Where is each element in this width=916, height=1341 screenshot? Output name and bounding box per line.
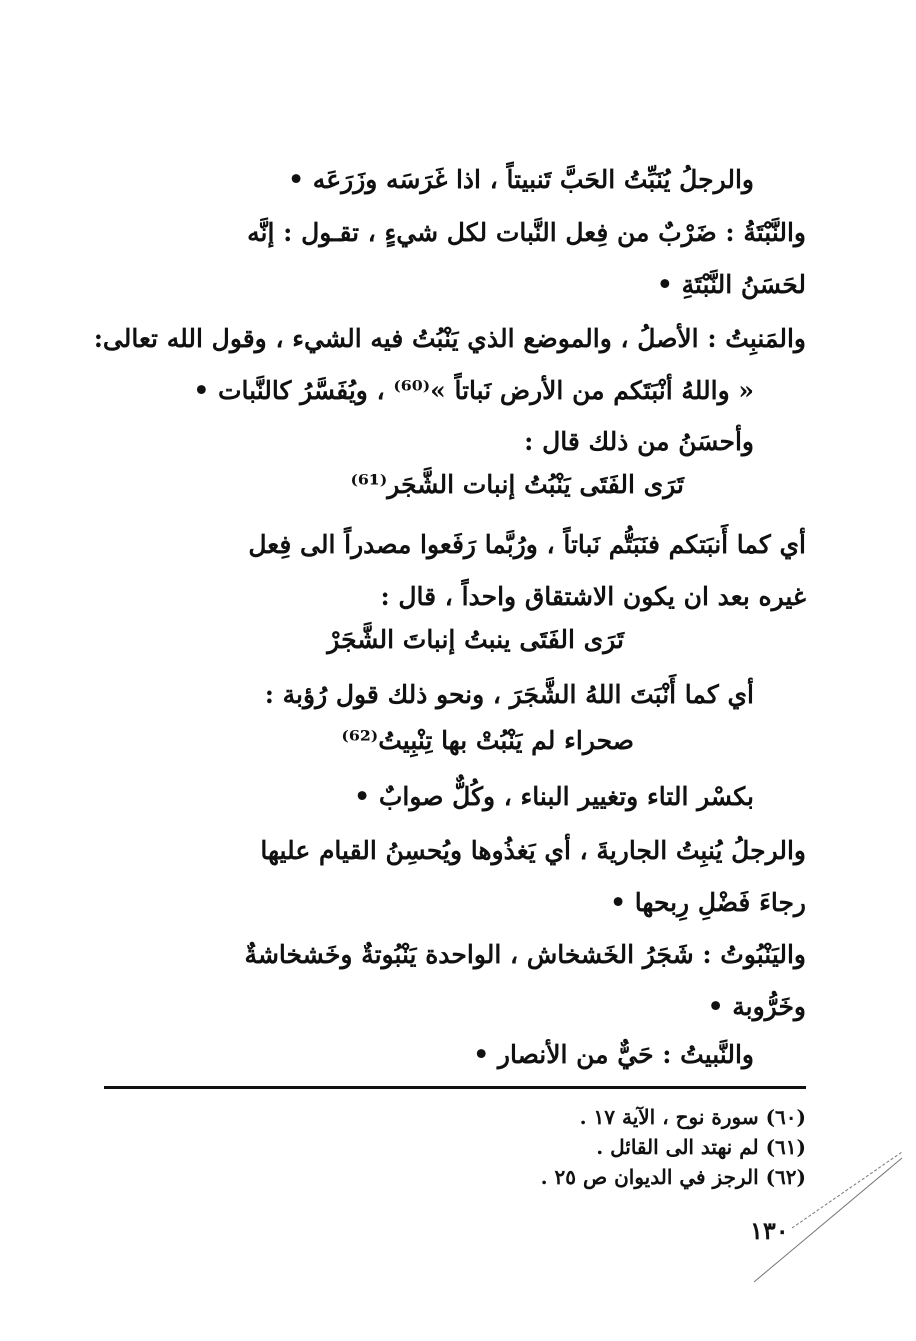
poem-line-3: صحراء لم يَنْبُتْ بها تِنْبِيتُ⁽⁶²⁾ (341, 726, 634, 755)
text-line-1: والرجلُ يُنَبِّتُ الحَبَّ تَنبيتاً ، اذا غَرَسَه وزَرَعَه • (288, 165, 754, 194)
poem-line-1: تَرَى الفَتَى يَنْبُتُ إنبات الشَّجَر⁽⁶¹⁾ (350, 470, 684, 499)
footnote-62: (٦٢) الرجز في الديوان ص ٢٥ . (540, 1165, 806, 1189)
page-number: ١٣٠ (750, 1216, 789, 1245)
text-line-2: والنَّبْتَةُ : ضَرْبٌ من فِعل النَّبات لكل شيءٍ ، تقـول : إنَّه (247, 218, 806, 247)
footnote-60: (٦٠) سورة نوح ، الآية ١٧ . (579, 1105, 806, 1129)
text-line-16: واليَنْبُوتُ : شَجَرُ الخَشخاش ، الواحدة يَنْبُوتةٌ وخَشخاشةٌ (244, 940, 806, 969)
text-line-11: أي كما أَنْبَتَ اللهُ الشَّجَرَ ، ونحو ذلك قول رُؤبة : (264, 680, 754, 709)
scan-mark-line (752, 1150, 907, 1285)
text-line-13: بكسْر التاء وتغيير البناء ، وكُلٌّ صوابٌ • (354, 782, 754, 811)
text-line-14: والرجلُ يُنبِتُ الجاريةَ ، أي يَغذُوها ويُحسِنُ القيام عليها (260, 836, 806, 865)
verse-line-quran: « واللهُ أنْبَتَكم من الأرض نَباتاً »⁽⁶⁰⁾ ، ويُفَسَّرُ كالنَّبات • (193, 376, 754, 405)
poem-line-2: تَرَى الفَتَى ينبتُ إنباتَ الشَّجَرْ (327, 625, 624, 654)
footnote-61: (٦١) لم نهتد الى القائل . (596, 1135, 806, 1159)
text-line-3: لحَسَنُ النَّبْتَةِ • (656, 270, 806, 299)
text-line-17: وخَرُّوبة • (707, 992, 806, 1021)
text-line-15: رجاءَ فَضْلِ رِبحها • (610, 888, 806, 917)
footnote-divider (104, 1086, 806, 1089)
text-line-4: والمَنبِتُ : الأصلُ ، والموضع الذي يَنْبُتُ فيه الشيء ، وقول الله تعالى: (93, 324, 806, 353)
text-line-9: غيره بعد ان يكون الاشتقاق واحداً ، قال : (380, 582, 806, 611)
text-line-6: وأحسَنُ من ذلك قال : (524, 427, 754, 456)
text-line-18: والنَّبيتُ : حَيٌّ من الأنصار • (473, 1040, 754, 1069)
text-line-8: أي كما أَنبَتكم فنَبَتُّم نَباتاً ، ورُبَّما رَفَعوا مصدراً الى فِعل (248, 530, 806, 559)
